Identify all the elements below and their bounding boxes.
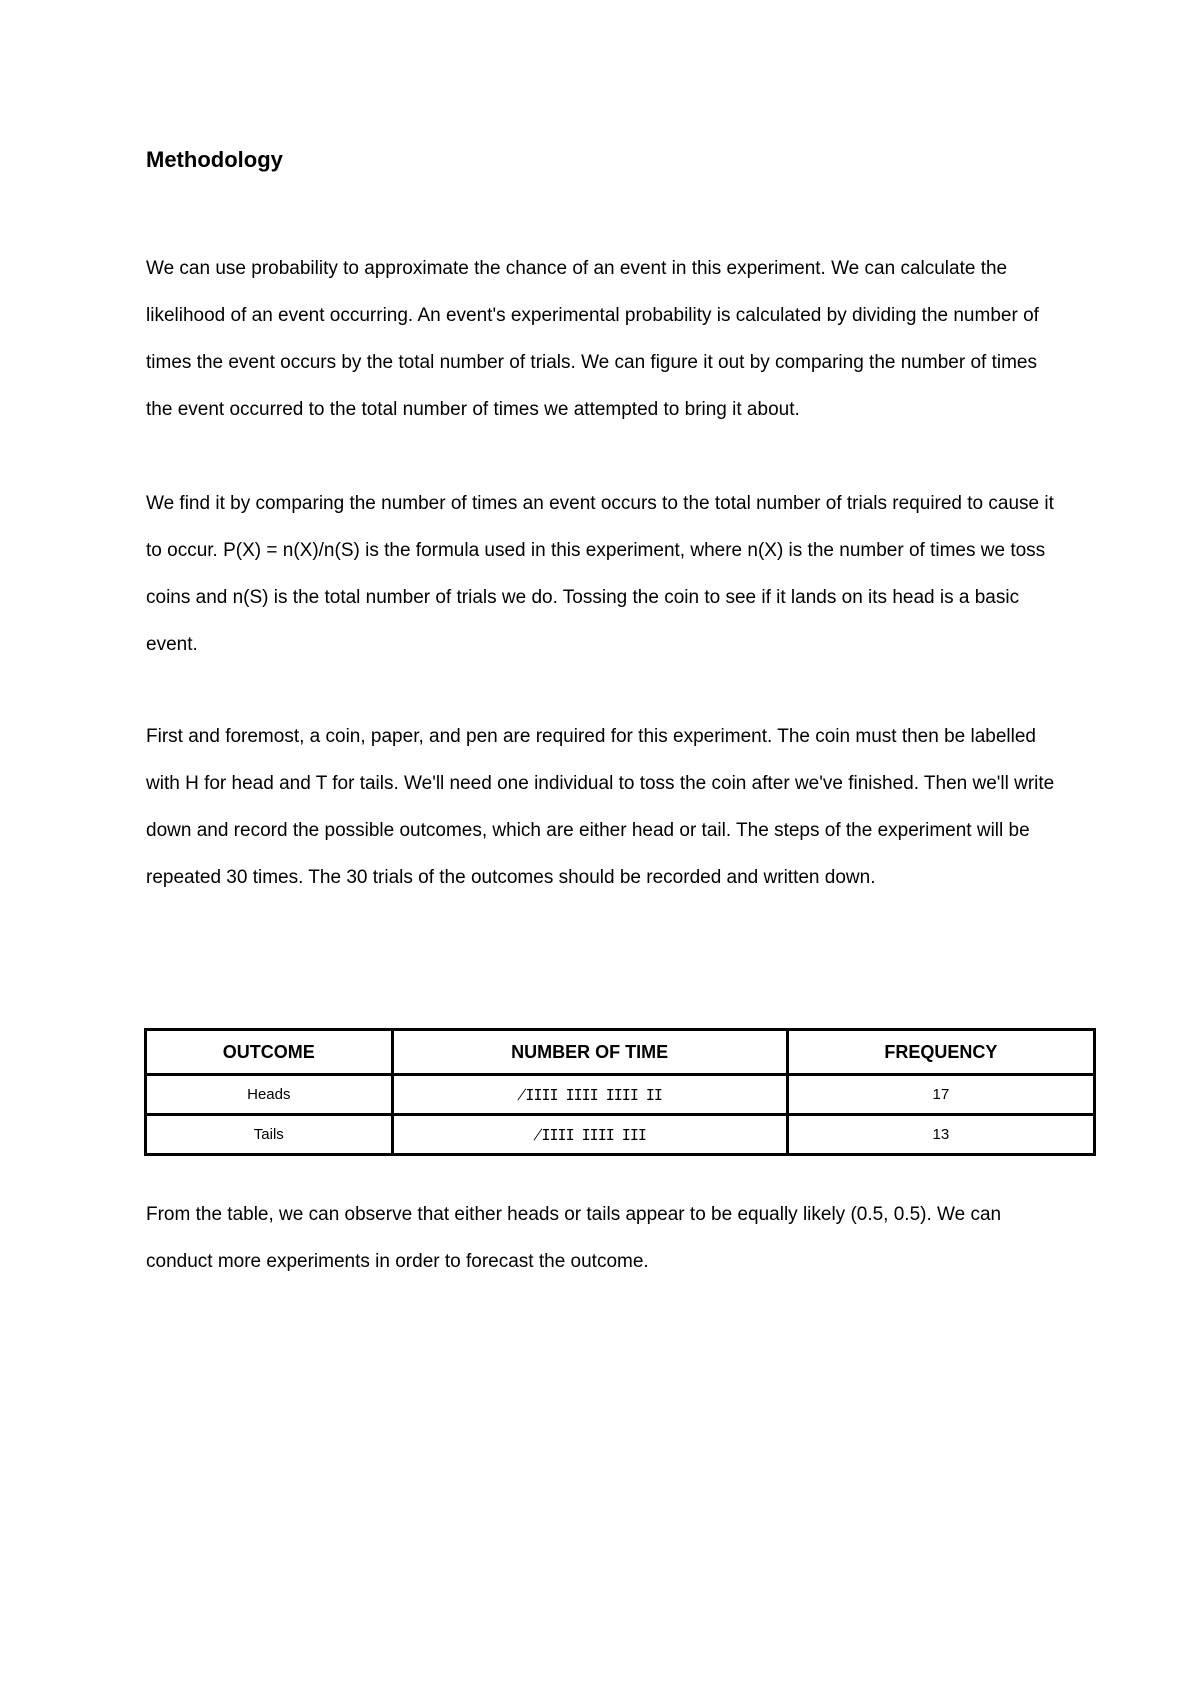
cell-outcome: Tails — [146, 1115, 393, 1155]
cell-outcome: Heads — [146, 1075, 393, 1115]
cell-frequency: 13 — [787, 1115, 1094, 1155]
document-page — [146, 140, 1066, 1272]
cell-tally-marks: ̸IIII IIII III — [392, 1115, 787, 1155]
table-row — [146, 1115, 1095, 1155]
paragraph-formula: We find it by comparing the number of times an event occurs to the total number of trials required to cause it to occur. P(X) = n(X)/n(S) is the formula used in this experiment, where n(X) is the number of times we toss coins and n(S) is the total number of trials we do. Tossing the coin to see if it lands on its head is a basic event. — [146, 493, 1054, 655]
table-row — [146, 1075, 1095, 1115]
cell-tally-marks: ̸IIII IIII IIII II — [392, 1075, 787, 1115]
header-outcome: OUTCOME — [146, 1030, 393, 1075]
paragraph-probability-intro: We can use probability to approximate the chance of an event in this experiment. We can calculate the likelihood of an event occurring. An event's experimental probability is calculated by dividing the number of times the event occurs by the total number of trials. We can figure it out by comparing the number of times the event occurred to the total number of times we attempted to bring it about. — [146, 258, 1039, 420]
table-header-row — [146, 1030, 1095, 1075]
paragraph-conclusion: From the table, we can observe that either heads or tails appear to be equally likely (0.5, 0.5). We can conduct more experiments in order to forecast the outcome. — [146, 1204, 1002, 1272]
header-frequency: FREQUENCY — [787, 1030, 1094, 1075]
page-title: Methodology — [146, 147, 283, 172]
paragraph-procedure: First and foremost, a coin, paper, and pen are required for this experiment. The coin must then be labelled with H for head and T for tails. We'll need one individual to toss the coin after we've finished. Then we'll write down and record the possible outcomes, which are either head or tail. The steps of the experiment will be repeated 30 times. The 30 trials of the outcomes should be recorded and written down. — [146, 726, 1055, 888]
cell-frequency: 17 — [787, 1075, 1094, 1115]
results-table — [144, 1028, 1096, 1156]
header-number-of-time: NUMBER OF TIME — [392, 1030, 787, 1075]
